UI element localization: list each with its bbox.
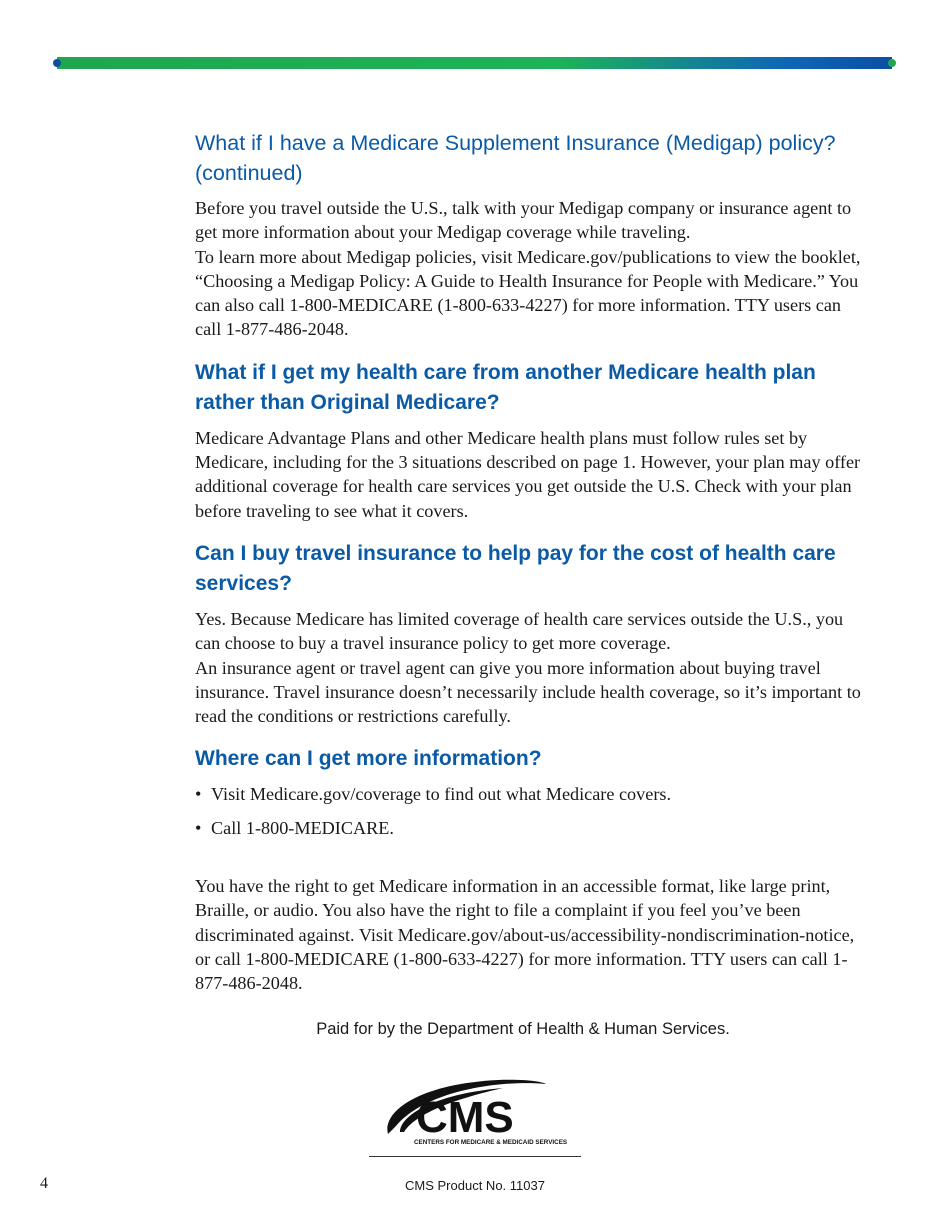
- paragraph: To learn more about Medigap policies, visit Medicare.gov/publications to view the booklet, “Choosing a Medigap Policy: A Guide to Health Insurance for People with Medicare.” You can also call 1-800-MEDICARE (1-800-633-4227) for more information. TTY users can call 1-877-486-2048.: [195, 246, 861, 340]
- section-heading-travel-insurance: Can I buy travel insurance to help pay for the cost of health care services?: [195, 541, 836, 595]
- product-number: CMS Product No. 11037: [405, 1178, 545, 1193]
- list-item: [195, 816, 865, 840]
- header-color-bar: [53, 57, 896, 69]
- section-heading-medigap: What if I have a Medicare Supplement Insurance (Medigap) policy? (continued): [195, 131, 836, 185]
- section-travel-insurance: [195, 539, 865, 728]
- bullet-icon: •: [195, 784, 202, 805]
- logo-divider: [369, 1156, 581, 1157]
- list-item-text: Visit Medicare.gov/coverage to find out what Medicare covers.: [211, 784, 671, 805]
- section-other-plans: [195, 358, 865, 523]
- bullet-icon: •: [195, 817, 202, 838]
- paragraph: Before you travel outside the U.S., talk with your Medigap company or insurance agent to get more information about your Medigap coverage while traveling.: [195, 198, 852, 243]
- section-medigap: [195, 128, 865, 342]
- gradient-bar: [57, 57, 892, 69]
- info-bullet-list: [195, 782, 865, 840]
- paragraph: Yes. Because Medicare has limited coverage of health care services outside the U.S., you can choose to buy a travel insurance policy to get more coverage.: [195, 608, 844, 654]
- section-more-info: [195, 744, 865, 840]
- cms-logo: [378, 1076, 578, 1148]
- logo-subtext: CENTERS FOR MEDICARE & MEDICAID SERVICES: [414, 1139, 568, 1146]
- paid-by-statement: Paid for by the Department of Health & Human Services.: [316, 1020, 730, 1038]
- accessibility-notice: You have the right to get Medicare information in an accessible format, like large print, Braille, or audio. You also have the right to file a complaint if you feel you’ve been discriminated against. Visit Medicare.gov/about-us/accessibility-nondiscrimination-notice, or call 1-800-MEDICARE (1-800-633-4227) for more information. TTY users can call 1-877-486-2048.: [195, 876, 855, 994]
- bar-end-dot-right: [888, 59, 896, 67]
- paragraph: Medicare Advantage Plans and other Medicare health plans must follow rules set by Medicare, including for the 3 situations described on page 1. However, your plan may offer additional coverage for health care services you get outside the U.S. Check with your plan before traveling to see what it covers.: [195, 427, 861, 521]
- page-number: 4: [40, 1175, 48, 1192]
- paragraph: An insurance agent or travel agent can give you more information about buying travel insurance. Travel insurance doesn’t necessarily include health coverage, so it’s important to read the conditions or restrictions carefully.: [195, 657, 861, 727]
- main-content: [195, 128, 865, 996]
- list-item: [195, 782, 865, 806]
- bar-end-dot-left: [53, 59, 61, 67]
- logo-wordmark: CMS: [416, 1093, 514, 1142]
- list-item-text: Call 1-800-MEDICARE.: [211, 817, 394, 838]
- section-heading-other-plans: What if I get my health care from another Medicare health plan rather than Original Medicare?: [195, 360, 816, 414]
- section-heading-more-info: Where can I get more information?: [195, 747, 542, 771]
